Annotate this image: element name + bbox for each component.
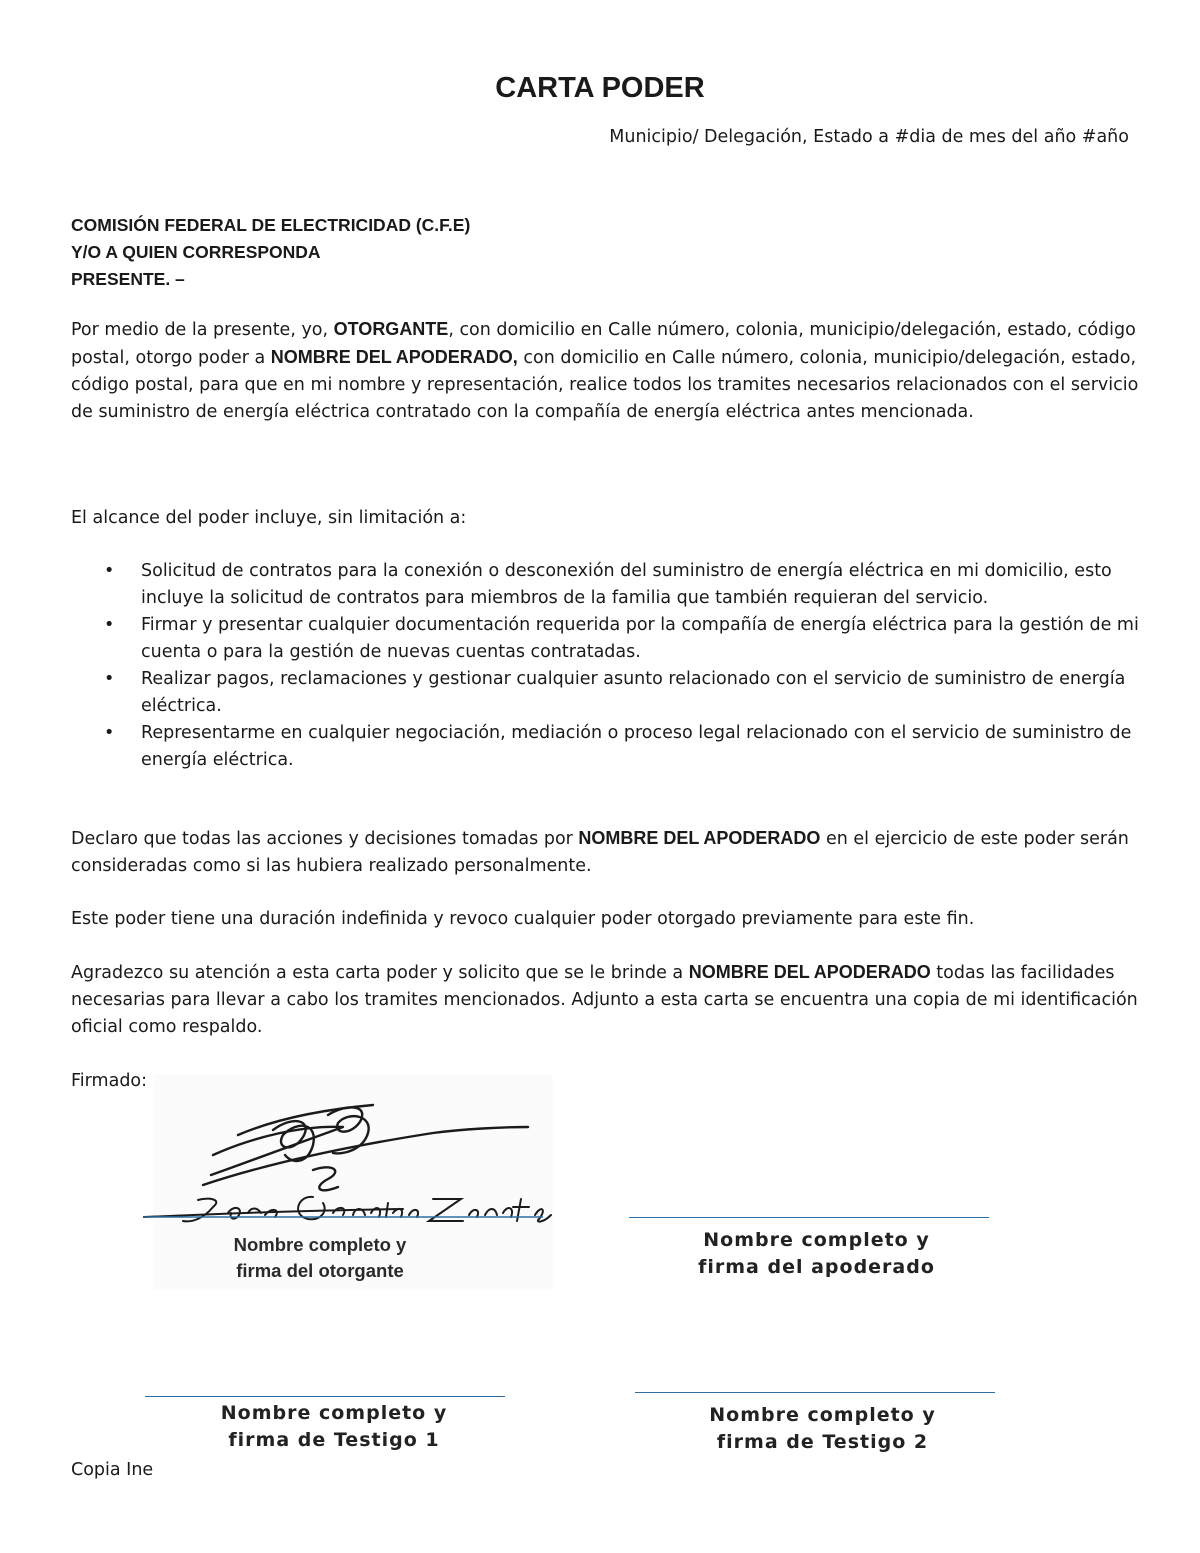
addressee-line: PRESENTE. – xyxy=(71,269,185,289)
signature-label-line: firma de Testigo 2 xyxy=(716,1431,929,1453)
document-title: CARTA PODER xyxy=(495,72,705,104)
list-item-text: Realizar pagos, reclamaciones y gestionar cualquier asunto relacionado con el servicio de suministro de energía eléctrica. xyxy=(141,669,1126,716)
footer-note: Copia Ine xyxy=(71,1460,154,1480)
signature-label-line: Nombre completo y xyxy=(220,1402,448,1424)
signature-label-line: Nombre completo y xyxy=(233,1234,407,1255)
duration-paragraph: Este poder tiene una duración indefinida y revoco cualquier poder otorgado previamente para este fin. xyxy=(71,909,975,929)
signature-line-testigo2 xyxy=(635,1392,995,1393)
signature-label-line: firma de Testigo 1 xyxy=(228,1429,440,1451)
apoderado-name: NOMBRE DEL APODERADO xyxy=(688,962,931,982)
declaration-text: en el ejercicio de este poder serán consideradas como si las hubiera realizado personalmente. xyxy=(71,829,1129,876)
signed-label: Firmado: xyxy=(71,1071,148,1091)
scope-intro: El alcance del poder incluye, sin limitación a: xyxy=(71,508,467,528)
bullet-icon: • xyxy=(104,615,115,635)
intro-text: con domicilio en Calle número, colonia, municipio/delegación, estado, código postal, para que en mi nombre y representación, realice todos los tramites necesarios relacionados con el servicio de suministro de energía eléctrica contratado con la compañía de energía eléctrica antes mencionada. xyxy=(71,348,1139,422)
bullet-icon: • xyxy=(104,723,115,743)
signature-label-line: Nombre completo y xyxy=(709,1404,936,1426)
intro-paragraph xyxy=(71,316,1141,426)
thanks-text: Agradezco su atención a esta carta poder y solicito que se le brinde a xyxy=(71,963,689,983)
list-item xyxy=(71,612,1141,666)
intro-text: Por medio de la presente, yo, xyxy=(71,320,334,340)
signature-line-apoderado xyxy=(629,1217,989,1218)
signature-label-line: firma del otorgante xyxy=(236,1260,404,1281)
signature-line-testigo1 xyxy=(145,1396,505,1397)
list-item-text: Solicitud de contratos para la conexión o desconexión del suministro de energía eléctrica en mi domicilio, esto incluye la solicitud de contratos para miembros de la familia que también requieran del servicio. xyxy=(141,561,1112,608)
scope-list-container xyxy=(71,558,1141,774)
addressee-line: COMISIÓN FEDERAL DE ELECTRICIDAD (C.F.E) xyxy=(71,215,471,235)
declaration-text: Declaro que todas las acciones y decisiones tomadas por xyxy=(71,829,579,849)
addressee-line: Y/O A QUIEN CORRESPONDA xyxy=(71,242,321,262)
signature-label-testigo1 xyxy=(145,1400,523,1454)
list-item xyxy=(71,666,1141,720)
signature-label-testigo2 xyxy=(635,1402,1010,1456)
signature-label-line: Nombre completo y xyxy=(703,1229,930,1251)
list-item-text: Representarme en cualquier negociación, mediación o proceso legal relacionado con el servicio de suministro de energía eléctrica. xyxy=(141,723,1132,770)
bullet-icon: • xyxy=(104,561,115,581)
thanks-paragraph xyxy=(71,959,1141,1041)
signature-label-otorgante xyxy=(190,1232,450,1284)
bullet-icon: • xyxy=(104,669,115,689)
scope-list xyxy=(71,558,1141,774)
list-item-text: Firmar y presentar cualquier documentación requerida por la compañía de energía eléctrica para la gestión de mi cuenta o para la gestión de nuevas cuentas contratadas. xyxy=(141,615,1139,662)
signature-written-name: Jorge Gonzalez Zarate xyxy=(155,1197,164,1198)
thanks-text: todas las facilidades necesarias para llevar a cabo los tramites mencionados. Adjunto a esta carta se encuentra una copia de mi identificación oficial como respaldo. xyxy=(71,963,1138,1037)
place-date: Municipio/ Delegación, Estado a #dia de mes del año #año xyxy=(609,127,1129,147)
addressee-block xyxy=(71,212,470,293)
apoderado-name: NOMBRE DEL APODERADO, xyxy=(270,347,518,367)
declaration-paragraph xyxy=(71,825,1141,880)
signature-label-apoderado xyxy=(629,1227,1004,1281)
signature-label-line: firma del apoderado xyxy=(698,1256,935,1278)
otorgante-name: OTORGANTE xyxy=(333,319,449,339)
list-item xyxy=(71,720,1141,774)
intro-text: , con domicilio en Calle número, colonia, municipio/delegación, estado, código postal, otorgo poder a xyxy=(71,320,1136,368)
apoderado-name: NOMBRE DEL APODERADO xyxy=(578,828,821,848)
list-item xyxy=(71,558,1141,612)
